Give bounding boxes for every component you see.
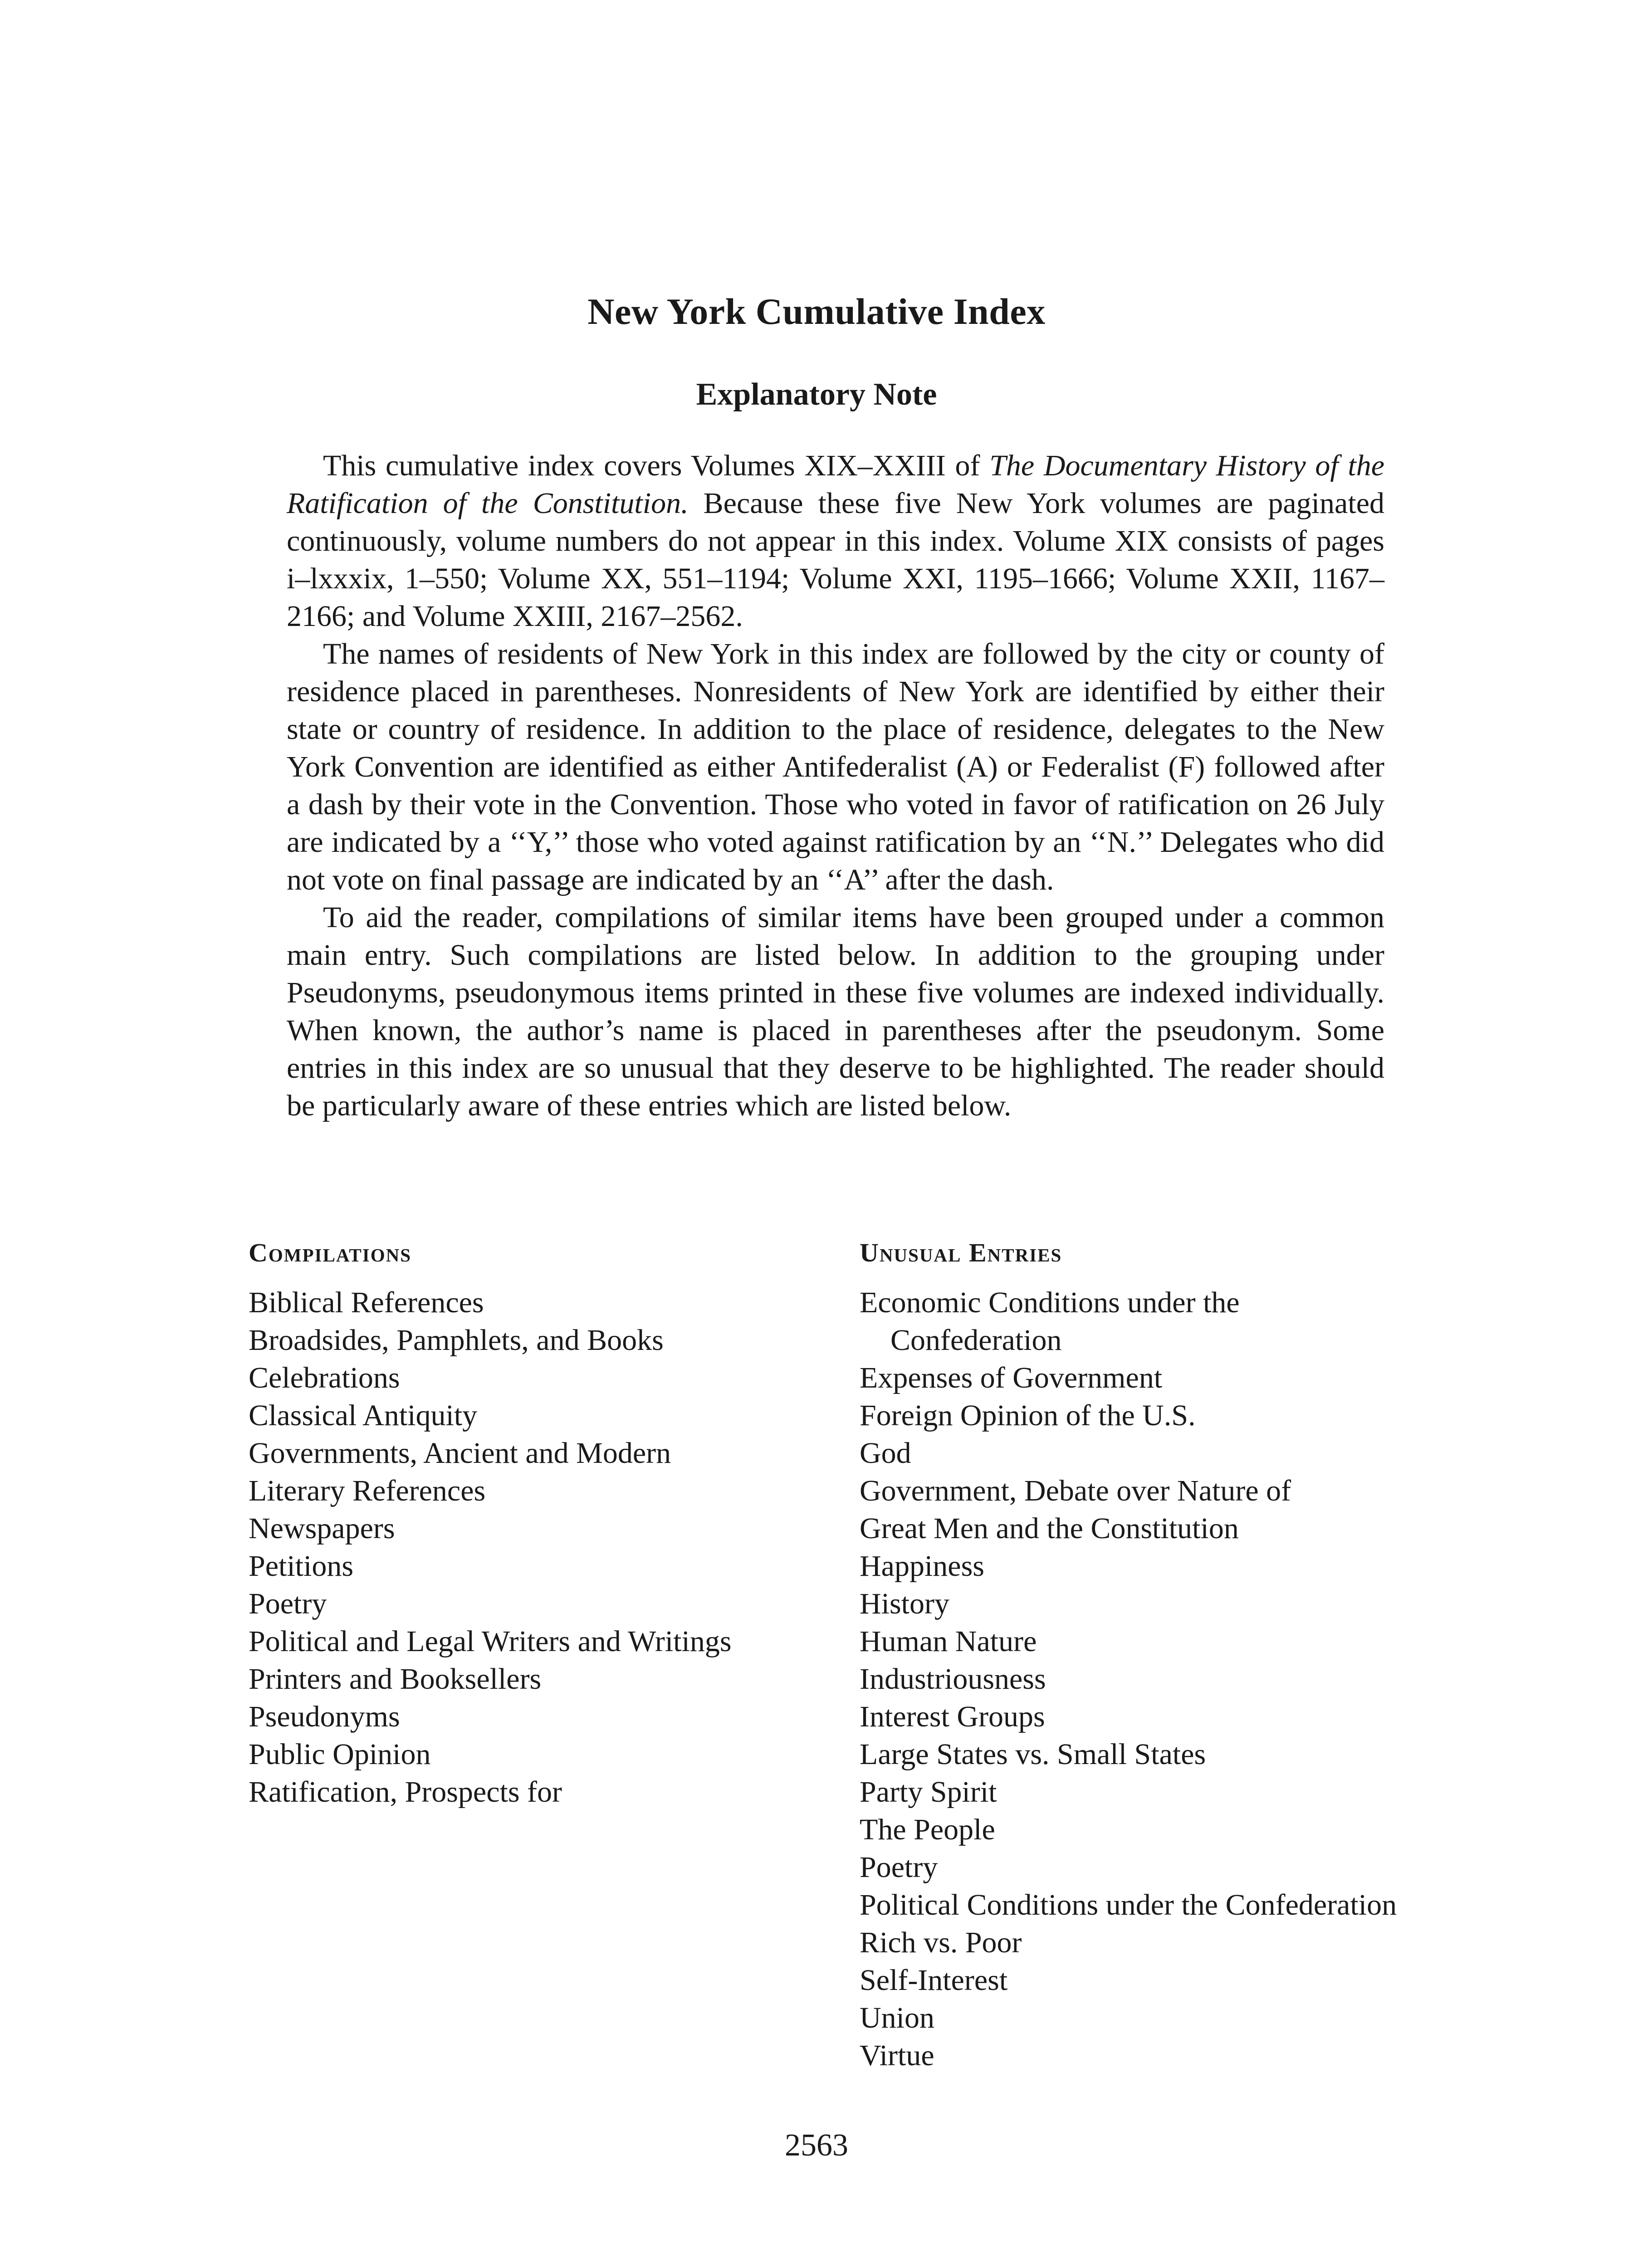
paragraph-volumes-rest: Because these five New York volumes are paginated continuously, volume numbers do not appear in this index. Volume XIX consists of pages i–lxxxix, 1–550; Volume XX, 551–1194; Volume XXI, 1195–1666; Volume XXII, 1167–2166; and Volume XXIII, 2167–2562.	[287, 487, 1384, 633]
unusual-entry: God	[860, 1437, 911, 1470]
paragraph-volumes	[287, 447, 1384, 635]
compilation-entry: Classical Antiquity	[249, 1399, 478, 1432]
compilation-entry: Biblical References	[249, 1286, 484, 1319]
unusual-entry: Expenses of Government	[860, 1361, 1163, 1394]
unusual-entry: Economic Conditions under the Confederation	[860, 1286, 1240, 1357]
compilations-list	[249, 1284, 838, 1811]
unusual-entry: Happiness	[860, 1549, 984, 1583]
explanatory-note-body	[287, 447, 1384, 1124]
compilation-entry: Printers and Booksellers	[249, 1662, 542, 1696]
compilation-entry: Political and Legal Writers and Writings	[249, 1625, 732, 1658]
compilation-entry: Poetry	[249, 1587, 327, 1620]
unusual-entry: Large States vs. Small States	[860, 1738, 1206, 1771]
compilation-entry: Literary References	[249, 1474, 486, 1507]
paragraph-volumes-lead: This cumulative index covers Volumes XIX–XXIII of	[323, 449, 990, 482]
unusual-entry: Party Spirit	[860, 1775, 997, 1809]
section-title: Explanatory Note	[696, 377, 937, 412]
unusual-entry: Industriousness	[860, 1662, 1046, 1696]
compilation-entry: Governments, Ancient and Modern	[249, 1437, 671, 1470]
unusual-entry: The People	[860, 1813, 995, 1846]
compilation-entry: Petitions	[249, 1549, 354, 1583]
compilation-entry: Broadsides, Pamphlets, and Books	[249, 1324, 664, 1357]
unusual-entries-heading: Unusual Entries	[860, 1238, 1062, 1267]
unusual-entry: Human Nature	[860, 1625, 1037, 1658]
unusual-entry: History	[860, 1587, 949, 1620]
unusual-entry: Government, Debate over Nature of	[860, 1474, 1291, 1507]
paragraph-compilations: To aid the reader, compilations of similar items have been grouped under a common main entry. Such compilations are listed below. In addition to the grouping under Pseudonyms, pseudonymous items printed in these five volumes are indexed individually. When known, the author’s name is placed in parentheses after the pseudonym. Some entries in this index are so unusual that they deserve to be highlighted. The reader should be particularly aware of these entries which are listed below.	[287, 901, 1384, 1122]
compilation-entry: Pseudonyms	[249, 1700, 400, 1733]
compilation-entry: Ratification, Prospects for	[249, 1775, 562, 1809]
compilation-entry: Celebrations	[249, 1361, 400, 1394]
page-title: New York Cumulative Index	[587, 291, 1046, 332]
unusual-entry: Foreign Opinion of the U.S.	[860, 1399, 1196, 1432]
unusual-entry: Virtue	[860, 2039, 934, 2072]
unusual-entries-list	[860, 1284, 1404, 2074]
page-number: 2563	[785, 2128, 848, 2163]
book-title-italic: The Documentary History of the Ratification of the Constitution.	[287, 449, 1384, 520]
unusual-entry: Interest Groups	[860, 1700, 1045, 1733]
compilations-column	[249, 1238, 838, 1811]
unusual-entry: Self-Interest	[860, 1964, 1008, 1997]
paragraph-residents: The names of residents of New York in this index are followed by the city or county of residence placed in parentheses. Nonresidents of New York are identified by either their state or country of residence. In addition to the place of residence, delegates to the New York Convention are identified as either Antifederalist (A) or Federalist (F) followed after a dash by their vote in the Convention. Those who voted in favor of ratification on 26 July are indicated by a ‘‘Y,’’ those who voted against ratification by an ‘‘N.’’ Delegates who did not vote on final passage are indicated by an ‘‘A’’ after the dash.	[287, 637, 1384, 896]
unusual-entry: Union	[860, 2001, 934, 2034]
compilation-entry: Newspapers	[249, 1512, 395, 1545]
unusual-entry: Great Men and the Constitution	[860, 1512, 1239, 1545]
unusual-entry: Political Conditions under the Confederation	[860, 1888, 1397, 1921]
unusual-entry: Rich vs. Poor	[860, 1926, 1022, 1959]
unusual-entries-column	[860, 1238, 1404, 2074]
unusual-entry: Poetry	[860, 1851, 938, 1884]
compilations-heading: Compilations	[249, 1238, 411, 1267]
compilation-entry: Public Opinion	[249, 1738, 431, 1771]
